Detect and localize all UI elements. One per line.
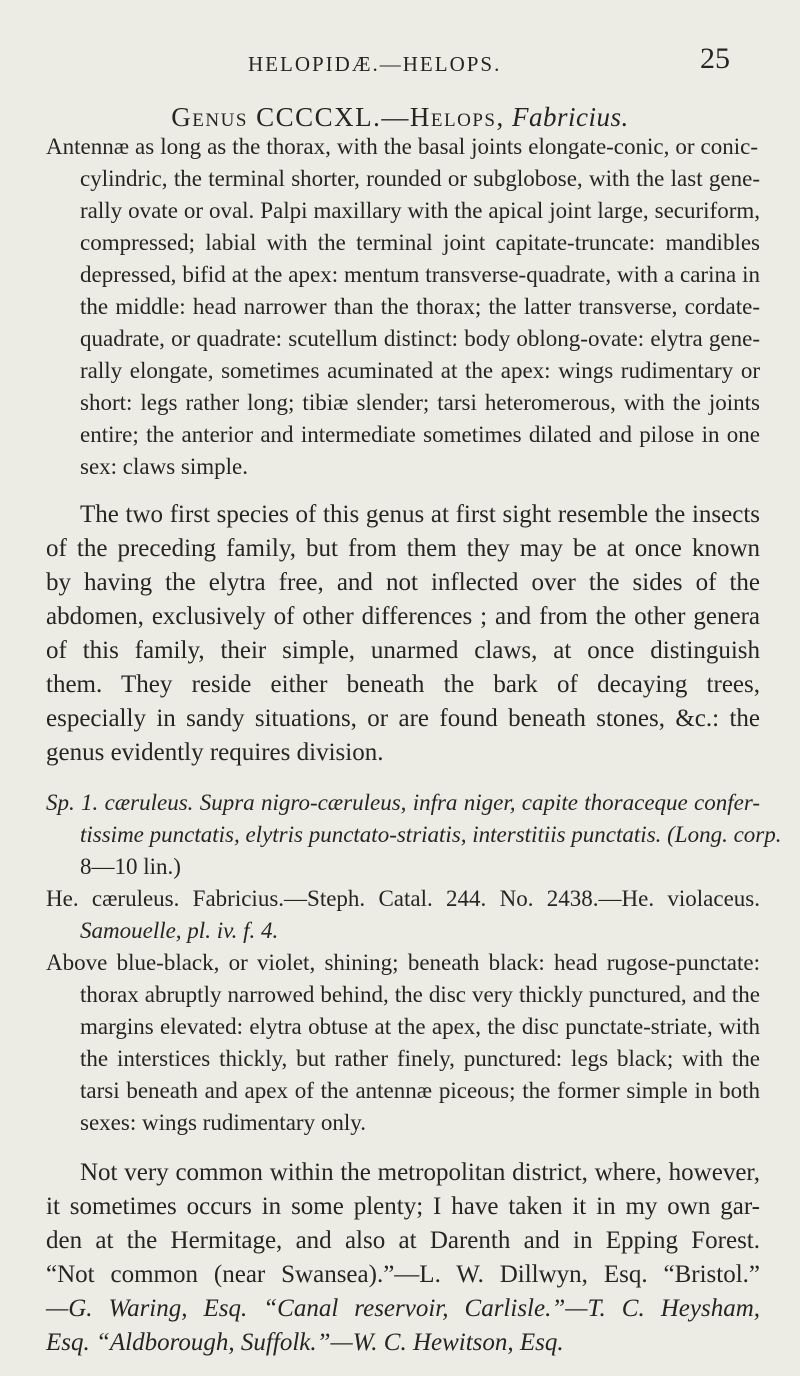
text-line: Above blue-black, or violet, shining; beneath black: head rugose-punctate: xyxy=(46,950,760,975)
text-line: margins elevated: elytra obtuse at the apex, the disc punctate-striate, with xyxy=(80,1014,760,1039)
text-line: entire; the anterior and intermediate sometimes dilated and pilose in one xyxy=(80,422,760,447)
text-line: thorax abruptly narrowed behind, the disc very thickly punctured, and the xyxy=(80,982,760,1007)
text-line: den at the Hermitage, and also at Darenth and in Epping Forest. xyxy=(46,1227,760,1254)
text-line: cylindric, the terminal shorter, rounded or subglobose, with the last gene- xyxy=(80,166,760,191)
text-line: by having the elytra free, and not inflected over the sides of the xyxy=(46,569,760,596)
text-line: sex: claws simple. xyxy=(80,454,248,479)
text-line: Sp. 1. cæruleus. Supra nigro-cæruleus, infra niger, capite thoraceque confer- xyxy=(46,790,760,815)
genus-author: Fabricius. xyxy=(511,102,629,132)
text-line: short: legs rather long; tibiæ slender; tarsi heteromerous, with the joints xyxy=(80,390,760,415)
text-line: quadrate, or quadrate: scutellum distinct: body oblong-ovate: elytra gene- xyxy=(80,326,760,351)
text-line: tissime punctatis, elytris punctato-striatis, interstitiis punctatis. (Long. corp. xyxy=(80,822,782,847)
text-line: genus evidently requires division. xyxy=(46,739,384,766)
text-line: —G. Waring, Esq. “Canal reservoir, Carlisle.”—T. C. Heysham, xyxy=(46,1295,760,1322)
text-line: rally elongate, sometimes acuminated at the apex: wings rudimentary or xyxy=(80,358,760,383)
text-line: abdomen, exclusively of other differences ; and from the other genera xyxy=(46,603,760,630)
page-header xyxy=(0,42,800,88)
text-line: rally ovate or oval. Palpi maxillary with the apical joint large, securiform, xyxy=(80,198,760,223)
text-line: the middle: head narrower than the thorax; the latter transverse, cordate- xyxy=(80,294,760,319)
text-line: He. cæruleus. Fabricius.—Steph. Catal. 244. No. 2438.—He. violaceus. xyxy=(46,886,760,911)
text-line: Not very common within the metropolitan district, where, however, xyxy=(80,1159,760,1186)
genus-name: Genus CCCCXL.—Helops, xyxy=(171,102,505,132)
text-line: 8—10 lin.) xyxy=(80,854,181,879)
text-line: Esq. “Aldborough, Suffolk.”—W. C. Hewitson, Esq. xyxy=(46,1329,564,1356)
text-line: them. They reside either beneath the bark of decaying trees, xyxy=(46,671,760,698)
text-line: of the preceding family, but from them they may be at once known xyxy=(46,535,760,562)
text-line: Antennæ as long as the thorax, with the basal joints elongate-conic, or conic- xyxy=(46,134,758,159)
text-line: depressed, bifid at the apex: mentum transverse-quadrate, with a carina in xyxy=(80,262,760,287)
text-line: it sometimes occurs in some plenty; I have taken it in my own gar- xyxy=(46,1193,760,1220)
text-line: tarsi beneath and apex of the antennæ piceous; the former simple in both xyxy=(80,1078,760,1103)
running-head: HELOPIDÆ.—HELOPS. xyxy=(248,52,502,76)
text-line: especially in sandy situations, or are found beneath stones, &c.: the xyxy=(46,705,760,732)
text-line: The two first species of this genus at first sight resemble the insects xyxy=(80,501,760,528)
text-line: the interstices thickly, but rather finely, punctured: legs black; with the xyxy=(80,1046,760,1071)
text-line: sexes: wings rudimentary only. xyxy=(80,1110,366,1135)
text-line: compressed; labial with the terminal joint capitate-truncate: mandibles xyxy=(80,230,760,255)
text-line: “Not common (near Swansea).”—L. W. Dillwyn, Esq. “Bristol.” xyxy=(46,1261,760,1288)
text-line: Samouelle, pl. iv. f. 4. xyxy=(80,918,279,943)
page-number: 25 xyxy=(700,42,730,75)
genus-heading xyxy=(0,102,800,133)
text-line: of this family, their simple, unarmed claws, at once distinguish xyxy=(46,637,760,664)
